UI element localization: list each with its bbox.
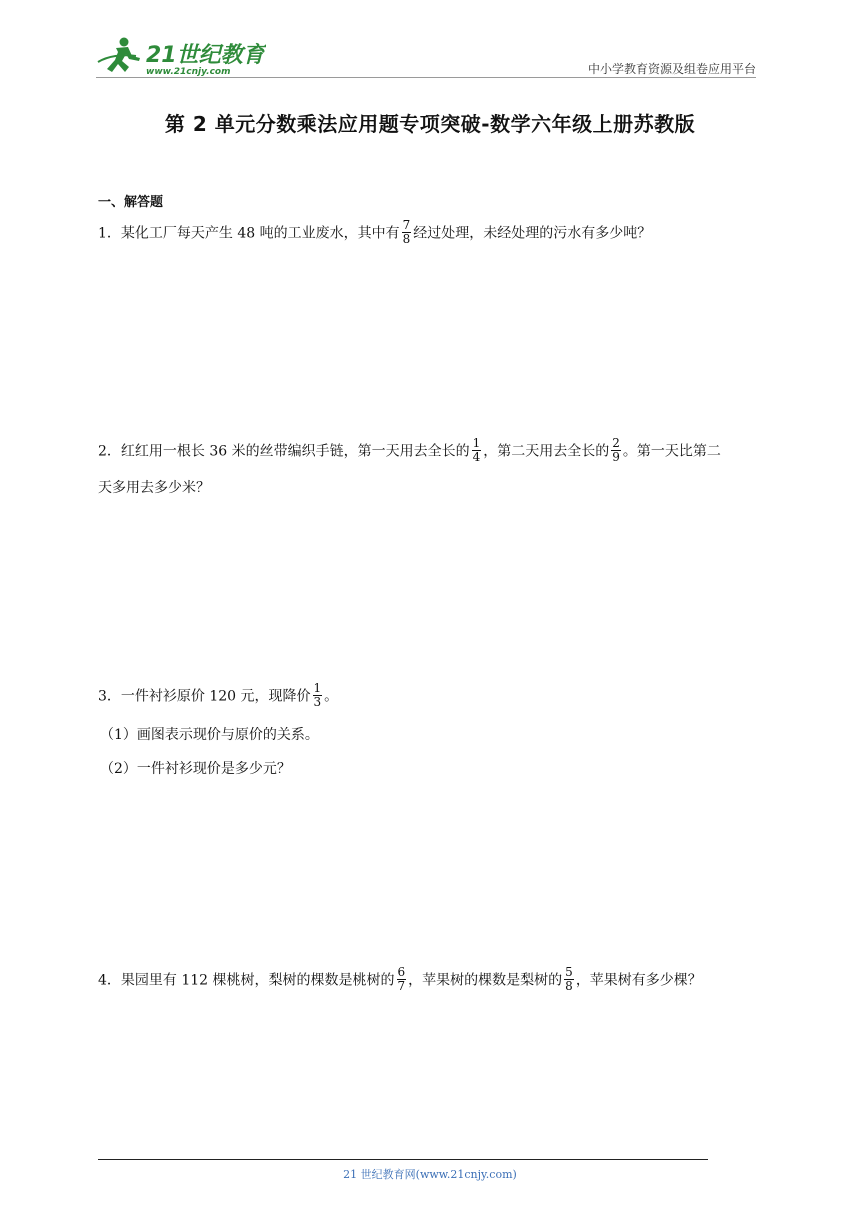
question-text: ，苹果树的棵数是梨树的 bbox=[408, 972, 563, 989]
fraction: $\frac{5}{8}$ bbox=[565, 965, 573, 993]
question-text: ，第二天用去全长的 bbox=[483, 443, 610, 460]
fraction: $\frac{1}{4}$ bbox=[472, 436, 481, 464]
question-2 bbox=[98, 438, 721, 465]
site-logo bbox=[96, 34, 266, 80]
question-text: 1．某化工厂每天产生 48 吨的工业废水，其中有 bbox=[98, 225, 400, 242]
header-platform-text: 中小学教育资源及组卷应用平台 bbox=[587, 62, 756, 76]
fraction: $\frac{7}{8}$ bbox=[402, 218, 411, 246]
logo-text: 21世纪教育 bbox=[146, 43, 265, 68]
question-4 bbox=[98, 967, 702, 994]
question-2-line-2: 天多用去多少米？ bbox=[98, 480, 210, 496]
logo-url: www.21cnjy.com bbox=[146, 67, 231, 77]
question-text: 。第一天比第二 bbox=[622, 443, 721, 460]
section-heading: 一、解答题 bbox=[98, 195, 164, 210]
question-1 bbox=[98, 220, 651, 247]
runner-icon bbox=[98, 38, 140, 73]
question-3-sub-1: （1）画图表示现价与原价的关系。 bbox=[100, 727, 319, 743]
fraction: $\frac{6}{7}$ bbox=[397, 965, 406, 993]
question-3 bbox=[98, 683, 338, 710]
question-text: 。 bbox=[324, 688, 339, 705]
header-divider bbox=[96, 77, 756, 78]
question-text: 3．一件衬衫原价 120 元，现降价 bbox=[98, 688, 311, 705]
question-text: 经过处理，未经处理的污水有多少吨？ bbox=[413, 225, 652, 242]
fraction: $\frac{2}{9}$ bbox=[612, 436, 620, 464]
question-3-sub-2: （2）一件衬衫现价是多少元？ bbox=[100, 761, 291, 777]
question-text: ，苹果树有多少棵？ bbox=[575, 972, 702, 989]
question-text: 4．果园里有 112 棵桃树，梨树的棵数是桃树的 bbox=[98, 972, 395, 989]
fraction: $\frac{1}{3}$ bbox=[313, 681, 322, 709]
footer-link[interactable]: 21 世纪教育网(www.21cnjy.com) bbox=[343, 1168, 517, 1181]
page-title: 第 2 单元分数乘法应用题专项突破-数学六年级上册苏教版 bbox=[164, 112, 696, 136]
question-text: 2．红红用一根长 36 米的丝带编织手链，第一天用去全长的 bbox=[98, 443, 470, 460]
footer-divider bbox=[98, 1159, 708, 1160]
